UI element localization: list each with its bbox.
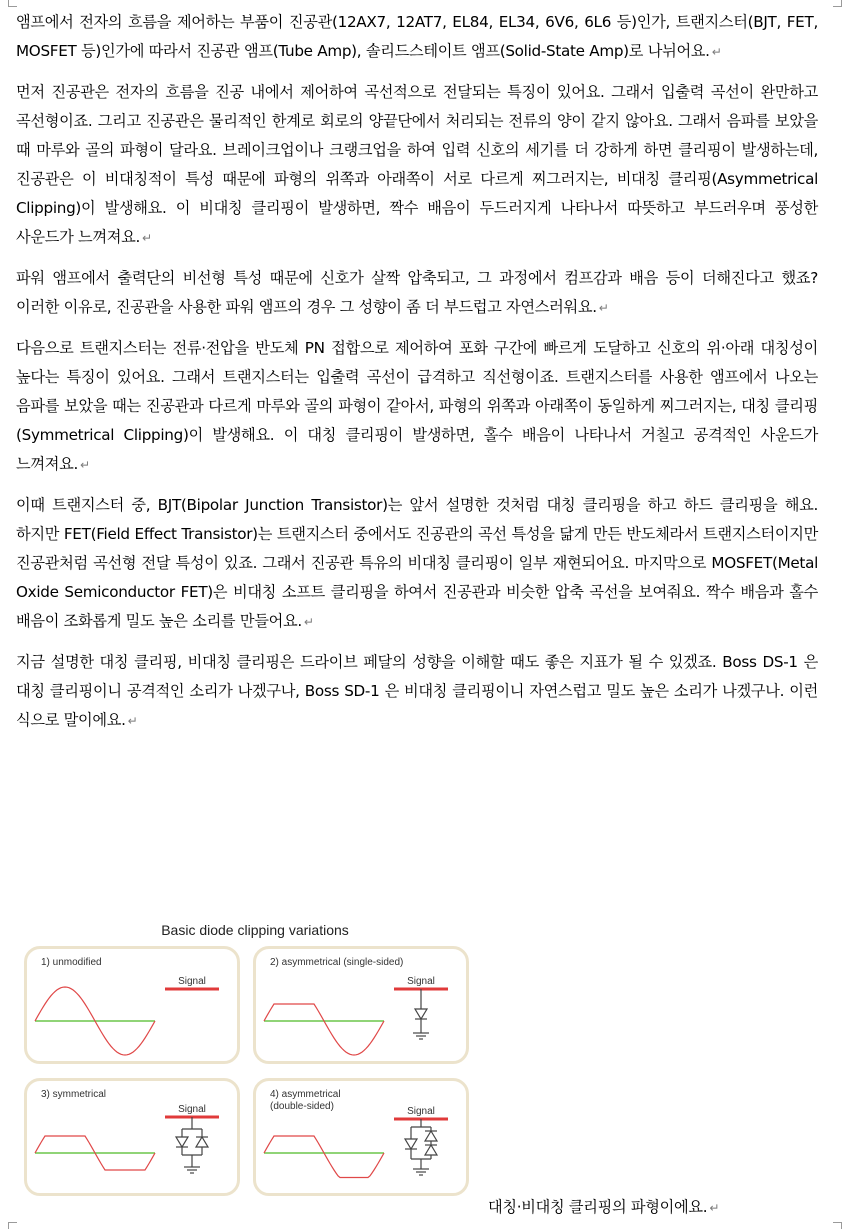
waveform-diagram: [27, 1081, 237, 1193]
waveform-diagram: [27, 949, 237, 1061]
waveform-positive-half: [264, 1136, 324, 1153]
diode-icon: [425, 1145, 437, 1155]
waveform-diagram: [256, 949, 466, 1061]
paragraph-intro: [16, 8, 818, 67]
paragraph-power-amp: [16, 264, 818, 323]
signal-label: Signal: [407, 1106, 435, 1117]
panel-label: 3) symmetrical: [41, 1089, 107, 1100]
caption-text: 대칭·비대칭 클리핑의 파형이에요.: [488, 1198, 708, 1216]
document-body: [16, 8, 818, 747]
waveform-positive-half: [35, 987, 95, 1021]
waveform-negative-half: [95, 1021, 155, 1055]
paragraph-mark-icon: ↵: [598, 301, 609, 315]
panel-asymmetrical-double: [253, 1078, 469, 1196]
diode-icon: [405, 1139, 417, 1149]
clipping-figure: [16, 920, 474, 1210]
diode-icon: [176, 1137, 188, 1147]
page-corner-mark: [833, 0, 842, 7]
waveform-negative-half: [324, 1153, 384, 1178]
waveform-negative-half: [324, 1021, 384, 1055]
signal-label: Signal: [178, 1104, 206, 1115]
diode-icon: [196, 1137, 208, 1147]
waveform-positive-half: [264, 1004, 324, 1021]
panel-asymmetrical-single: [253, 946, 469, 1064]
panel-unmodified: [24, 946, 240, 1064]
paragraph-text: 지금 설명한 대칭 클리핑, 비대칭 클리핑은 드라이브 페달의 성향을 이해할 때도 좋은 지표가 될 수 있겠죠. Boss DS-1 은 대칭 클리핑이니 공격적인 소리가 나겠구나, Boss SD-1 은 비대칭 클리핑이니 자연스럽고 밀도 높은 소리가 나겠구나. 이런 식으로 말이에요.: [16, 653, 818, 729]
paragraph-text: 파워 앰프에서 출력단의 비선형 특성 때문에 신호가 살짝 압축되고, 그 과정에서 컴프감과 배음 등이 더해진다고 했죠? 이러한 이유로, 진공관을 사용한 파워 앰프의 경우 그 성향이 좀 더 부드럽고 자연스러워요.: [16, 269, 818, 316]
paragraph-transistor: [16, 334, 818, 480]
paragraph-pedals: [16, 648, 818, 736]
signal-label: Signal: [407, 976, 435, 987]
ground-icon: [184, 1167, 200, 1173]
ground-icon: [413, 1033, 429, 1039]
panel-label: 2) asymmetrical (single-sided): [270, 957, 404, 968]
page-corner-mark: [8, 0, 17, 7]
diode-icon: [425, 1131, 437, 1141]
paragraph-mark-icon: ↵: [142, 231, 152, 245]
panel-symmetrical: [24, 1078, 240, 1196]
paragraph-bjt-fet: [16, 491, 818, 637]
paragraph-tube: [16, 78, 818, 253]
signal-label: Signal: [178, 976, 206, 987]
waveform-negative-half: [95, 1153, 155, 1170]
paragraph-mark-icon: ↵: [127, 714, 138, 728]
paragraph-text: 앰프에서 전자의 흐름을 제어하는 부품이 진공관(12AX7, 12AT7, EL84, EL34, 6V6, 6L6 등)인가, 트랜지스터(BJT, FET, MOSFET 등)인가에 따라서 진공관 앰프(Tube Amp), 솔리드스테이트 앰프(Solid-State Amp)로 나뉘어요.: [16, 13, 818, 60]
paragraph-text: 다음으로 트랜지스터는 전류·전압을 반도체 PN 접합으로 제어하여 포화 구간에 빠르게 도달하고 신호의 위·아래 대칭성이 높다는 특징이 있어요. 그래서 트랜지스터는 입출력 곡선이 급격하고 직선형이죠. 트랜지스터를 사용한 앰프에서 나오는 음파를 보았을 때는 진공관과 다르게 마루와 골의 파형이 같아서, 파형의 위쪽과 아래쪽이 동일하게 찌그러지는, 대칭 클리핑(Symmetrical Clipping)이 발생해요. 이 대칭 클리핑이 발생하면, 홀수 배음이 나타나서 거칠고 공격적인 사운드가 느껴져요.: [16, 339, 818, 473]
paragraph-mark-icon: ↵: [80, 458, 90, 472]
paragraph-text: 먼저 진공관은 전자의 흐름을 진공 내에서 제어하여 곡선적으로 전달되는 특징이 있어요. 그래서 입출력 곡선이 완만하고 곡선형이죠. 그리고 진공관은 물리적인 한계로 회로의 양끝단에서 처리되는 전류의 양이 같지 않아요. 그래서 음파를 보았을 때 마루와 골의 파형이 달라요. 브레이크업이나 크랭크업을 하여 입력 신호의 세기를 더 강하게 하면 클리핑이 발생하는데, 진공관은 이 비대칭적이 특성 때문에 파형의 위쪽과 아래쪽이 서로 다르게 찌그러지는, 비대칭 클리핑(Asymmetrical Clipping)이 발생해요. 이 비대칭 클리핑이 발생하면, 짝수 배음이 두드러지게 나타나서 따뜻하고 부드러우며 풍성한 사운드가 느껴져요.: [16, 83, 818, 246]
paragraph-mark-icon: ↵: [303, 615, 314, 629]
paragraph-mark-icon: ↵: [711, 45, 722, 59]
diode-icon: [415, 1009, 427, 1019]
figure-title: Basic diode clipping variations: [161, 922, 349, 938]
paragraph-text: 이때 트랜지스터 중, BJT(Bipolar Junction Transistor)는 앞서 설명한 것처럼 대칭 클리핑을 하고 하드 클리핑을 해요. 하지만 FET(Field Effect Transistor)는 트랜지스터 중에서도 진공관의 곡선 특성을 닮게 만든 반도체라서 트랜지스터이지만 진공관처럼 곡선형 전달 특성이 있죠. 그래서 진공관 특유의 비대칭 클리핑이 일부 재현되어요. 마지막으로 MOSFET(Metal Oxide Semiconductor FET)은 비대칭 소프트 클리핑을 하여서 진공관과 비슷한 압축 곡선을 보여줘요. 짝수 배음과 홀수 배음이 조화롭게 밀도 높은 소리를 만들어요.: [16, 496, 818, 630]
figure-caption: [488, 1196, 719, 1217]
panel-label: 4) asymmetrical (double-sided): [270, 1089, 341, 1112]
waveform-positive-half: [35, 1136, 95, 1153]
page-corner-mark: [833, 1222, 842, 1229]
ground-icon: [413, 1169, 429, 1175]
page-corner-mark: [8, 1222, 17, 1229]
paragraph-mark-icon: ↵: [709, 1201, 720, 1215]
panel-label: 1) unmodified: [41, 957, 102, 968]
waveform-diagram: [256, 1081, 466, 1193]
